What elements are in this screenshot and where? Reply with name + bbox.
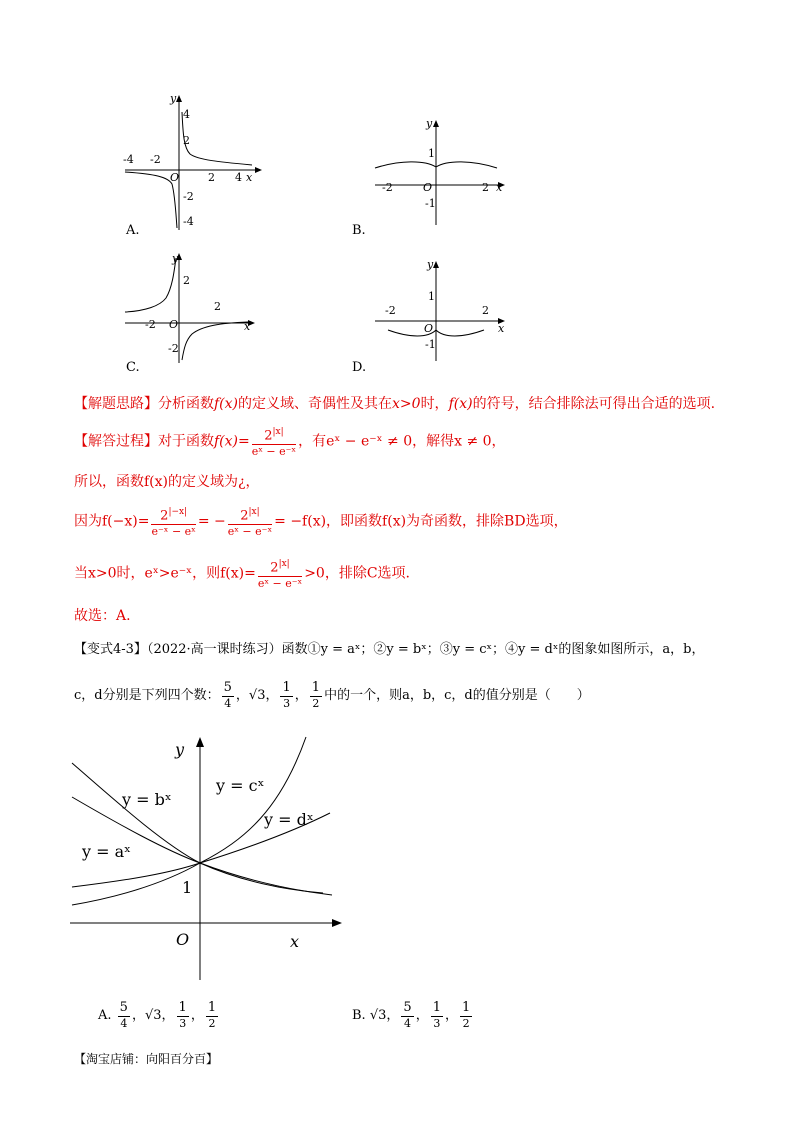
fraction: $\frac{1}{2}$: [207, 1000, 217, 1030]
curve-right: [182, 112, 252, 165]
numerator: 1: [282, 680, 291, 695]
graph-c-letter: C.: [126, 360, 140, 375]
graph-b-letter: B.: [352, 223, 366, 238]
fx: f(x): [214, 396, 239, 412]
x-label: x: [498, 322, 505, 335]
choice-b[interactable]: B. √3， $\frac{5}{4}$ ， $\frac{1}{3}$ ， $\frac{1}{2}$: [352, 1000, 471, 1030]
text: 分析函数: [158, 396, 214, 412]
y-label: y: [170, 92, 177, 105]
variant-line-1: [74, 638, 704, 657]
tick: 1: [428, 147, 435, 160]
fraction: [151, 504, 195, 539]
fraction: [252, 424, 296, 459]
text: 的定义域、奇偶性及其在: [238, 396, 393, 412]
fraction: $\frac{1}{2}$: [462, 1000, 471, 1030]
text: 对于函数: [158, 433, 214, 450]
graph-c: [120, 248, 270, 368]
x-label: x: [496, 181, 503, 194]
fx: f(x): [448, 396, 473, 412]
variant-text: c，d分别是下列四个数：: [74, 688, 220, 703]
y-arrow: [433, 261, 439, 268]
tick: -1: [425, 197, 436, 210]
idea-tag: 【解题思路】: [74, 396, 158, 412]
sqrt3: √3: [369, 1008, 387, 1023]
x-arrow: [255, 167, 262, 173]
solution-idea: [74, 394, 715, 414]
y-label: y: [426, 117, 433, 130]
variant-text: 中的一个，则a，b，c，d的值分别是（ ）: [324, 688, 590, 703]
graph-b: [370, 115, 520, 230]
denominator: 2: [312, 697, 320, 710]
tick: -2: [183, 190, 194, 203]
exponent: |−x|: [168, 507, 188, 517]
label-d: y = dˣ: [264, 810, 314, 829]
denominator: eˣ − e⁻ˣ: [257, 577, 303, 591]
tick: -4: [123, 153, 134, 166]
tick: -4: [183, 215, 194, 228]
tick: -2: [385, 304, 396, 317]
fraction: $\frac{1}{3}$: [178, 1000, 187, 1030]
y-label: y: [427, 258, 434, 271]
tick: 2: [183, 134, 190, 147]
text: = −f(x)，即函数f(x)为奇函数，排除BD选项，: [274, 513, 568, 530]
solution-line-odd: [74, 504, 568, 539]
fraction: [310, 680, 322, 711]
sqrt3: √3: [248, 688, 266, 703]
variant-tag: 【变式4-3】: [74, 642, 147, 657]
footer-store: 【淘宝店铺：向阳百分百】: [74, 1052, 219, 1066]
origin-label: O: [423, 181, 433, 194]
choice-a[interactable]: A. $\frac{5}{4}$ ，√3， $\frac{1}{3}$ ， $\frac{1}{2}$: [98, 1000, 217, 1030]
text: 的符号，结合排除法可得出合适的选项.: [472, 396, 716, 412]
numerator: 2: [264, 428, 273, 444]
fraction: $\frac{5}{4}$: [403, 1000, 412, 1030]
origin-label: O: [424, 322, 434, 335]
equation: f(x)=: [214, 433, 250, 450]
exponent: |x|: [278, 559, 290, 569]
tick: 2: [482, 181, 489, 194]
x-label: x: [244, 320, 251, 333]
y-arrow: [433, 120, 439, 127]
exp-graph: [70, 735, 340, 985]
tick: 4: [235, 171, 242, 184]
solution-process: [74, 424, 506, 459]
exponent: |x|: [248, 507, 260, 517]
solution-answer: 故选：A.: [74, 608, 131, 624]
text: ，有eˣ − e⁻ˣ ≠ 0，解得x ≠ 0，: [298, 433, 506, 450]
numerator: 2: [270, 560, 279, 576]
tick: -2: [382, 181, 393, 194]
label-b: y = bˣ: [122, 790, 172, 809]
tick: -1: [425, 338, 436, 351]
graph-d: [370, 256, 520, 366]
tick: 2: [214, 300, 221, 313]
choice-letter: B.: [352, 1008, 366, 1023]
variant-line-2: c，d分别是下列四个数： $\frac{5}{4}$ ，√3， $\frac{1}{3}$ ， $\frac{1}{2}$ 中的一个，则a，b，c，d的值分别是（ ）: [74, 680, 590, 710]
text: 因为f(−x)=: [74, 513, 150, 530]
origin-label: O: [169, 318, 179, 331]
tick: 4: [183, 108, 190, 121]
label-one: 1: [182, 878, 193, 897]
denominator: 4: [224, 697, 232, 710]
fraction: [280, 680, 292, 711]
origin-label: O: [176, 930, 190, 949]
variant-text: 函数①y = aˣ；②y = bˣ；③y = cˣ；④y = dˣ的图象如图所示，a，b，: [281, 642, 705, 657]
label-a: y = aˣ: [82, 842, 131, 861]
tick: -2: [145, 318, 156, 331]
exponent: |x|: [272, 427, 284, 437]
x-arrow: [332, 919, 342, 927]
fraction: [222, 680, 234, 711]
fraction: $\frac{1}{3}$: [432, 1000, 441, 1030]
text: 当x>0时，eˣ>e⁻ˣ，则f(x)=: [74, 565, 256, 582]
x-label: x: [246, 171, 253, 184]
tick: 2: [482, 304, 489, 317]
tick: 1: [428, 290, 435, 303]
denominator: eˣ − e⁻ˣ: [251, 445, 297, 459]
text: >0，排除C选项.: [304, 565, 411, 582]
tick: 2: [183, 274, 190, 287]
fraction: [258, 556, 302, 591]
origin-label: O: [170, 171, 180, 184]
fraction: $\frac{5}{4}$: [119, 1000, 128, 1030]
denominator: 3: [283, 697, 291, 710]
fraction: [228, 504, 272, 539]
graph-d-letter: D.: [352, 360, 367, 375]
tick: 2: [208, 171, 215, 184]
process-tag: 【解答过程】: [74, 433, 158, 450]
text: 时，: [420, 396, 449, 412]
curve-left: [125, 258, 176, 312]
x-label: x: [290, 932, 300, 951]
variant-source: （2022·高一课时练习）: [146, 642, 282, 657]
curve-right: [182, 322, 248, 360]
y-arrow: [176, 95, 182, 102]
solution-line-sign: [74, 556, 410, 591]
solution-line-domain: 所以，函数f(x)的定义域为¿，: [74, 474, 260, 490]
choice-letter: A.: [98, 1008, 112, 1023]
graph-a: [120, 90, 270, 240]
numerator: 5: [223, 680, 232, 695]
denominator: e⁻ˣ − eˣ: [151, 525, 196, 539]
tick: -2: [168, 342, 179, 355]
y-arrow: [196, 737, 204, 747]
numerator: 1: [311, 680, 321, 695]
graph-a-letter: A.: [126, 223, 140, 238]
condition: x>0: [392, 396, 421, 412]
text: = −: [197, 513, 226, 530]
denominator: eˣ − e⁻ˣ: [227, 525, 273, 539]
y-label: y: [172, 252, 179, 265]
y-label: y: [175, 740, 185, 759]
tick: -2: [150, 153, 161, 166]
numerator: 2: [240, 508, 249, 524]
sqrt3: √3: [144, 1008, 162, 1023]
label-c: y = cˣ: [216, 776, 265, 795]
numerator: 2: [160, 508, 169, 524]
